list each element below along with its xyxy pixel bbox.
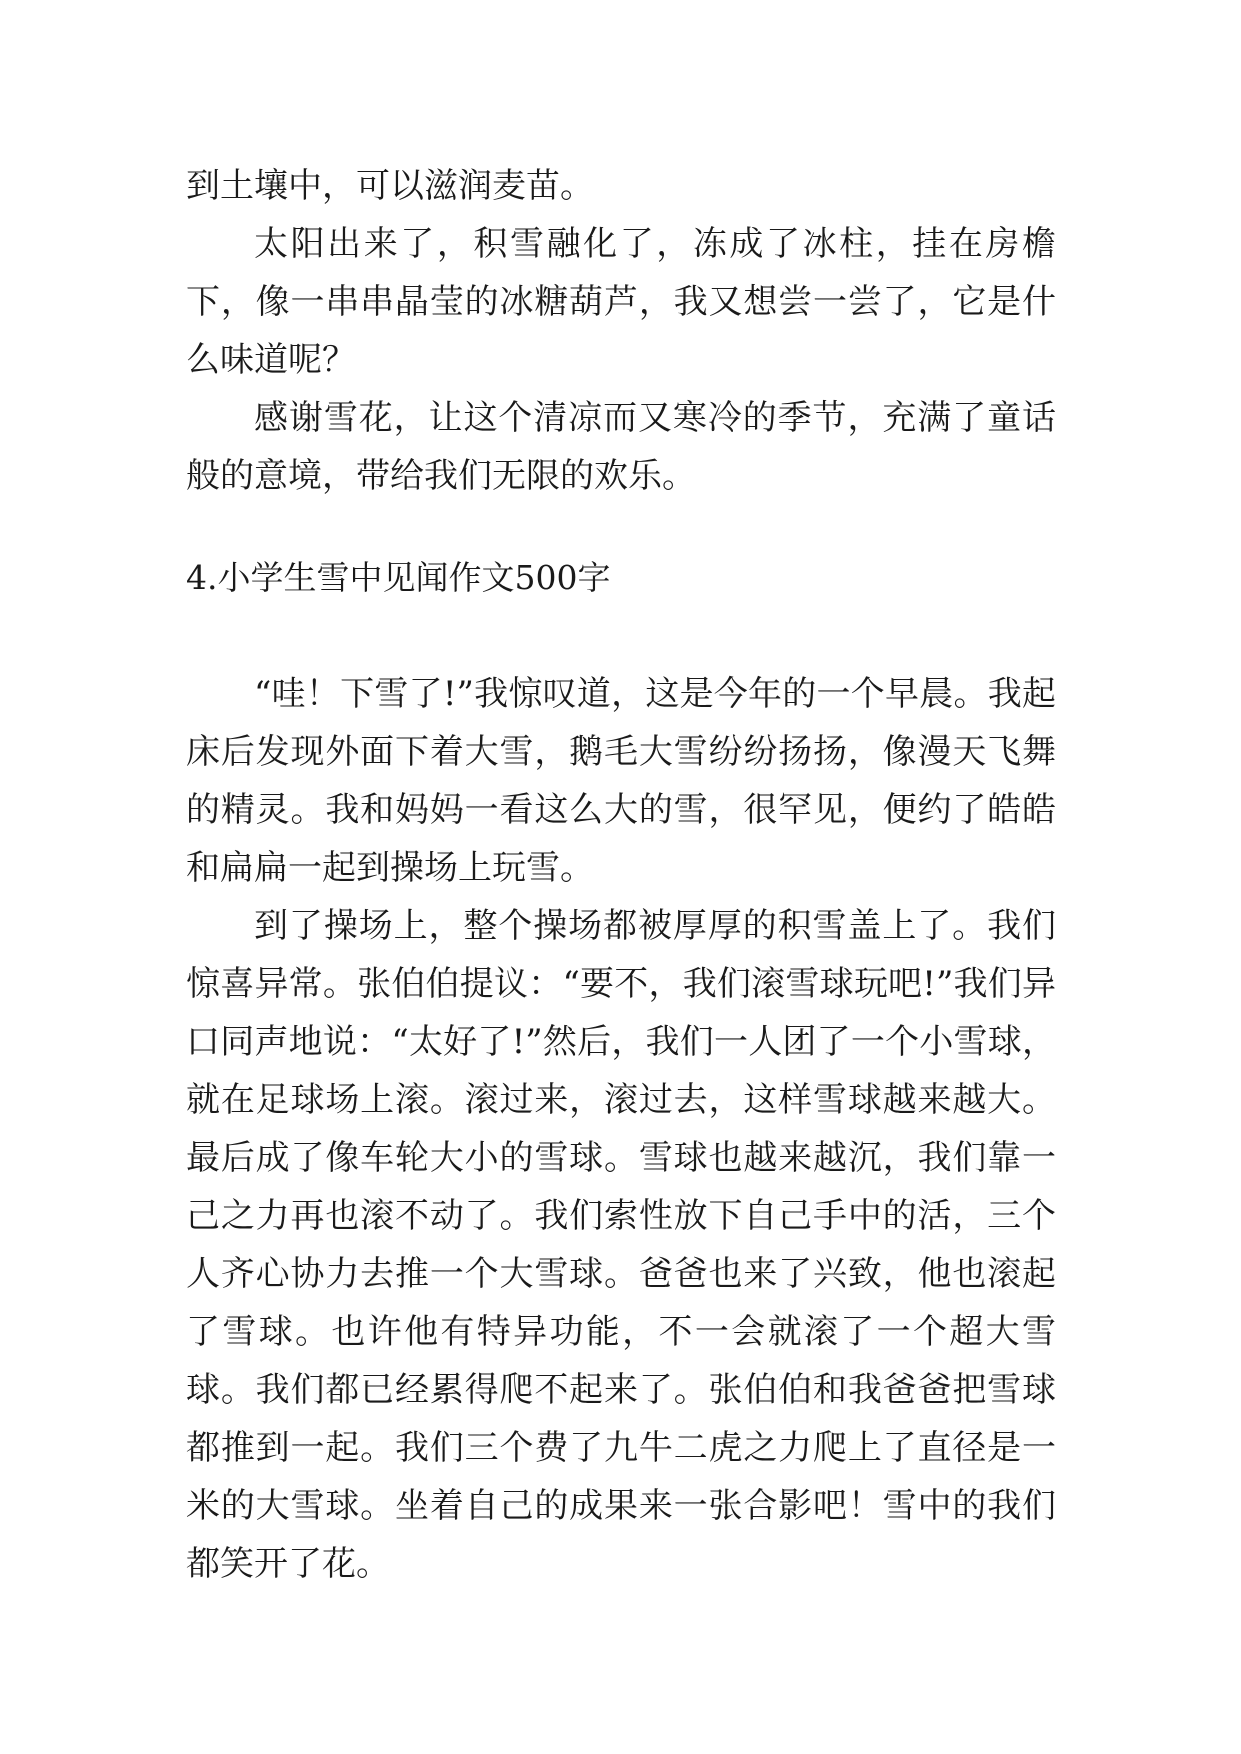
essay-content bbox=[186, 157, 1056, 1593]
paragraph-snowball: 到了操场上，整个操场都被厚厚的积雪盖上了。我们惊喜异常。张伯伯提议：“要不，我们滚雪球玩吧!”我们异口同声地说：“太好了!”然后，我们一人团了一个小雪球，就在足球场上滚。滚过来，滚过去，这样雪球越来越大。最后成了像车轮大小的雪球。雪球也越来越沉，我们靠一己之力再也滚不动了。我们索性放下自己手中的活，三个人齐心协力去推一个大雪球。爸爸也来了兴致，他也滚起了雪球。也许他有特异功能，不一会就滚了一个超大雪球。我们都已经累得爬不起来了。张伯伯和我爸爸把雪球都推到一起。我们三个费了九牛二虎之力爬上了直径是一米的大雪球。坐着自己的成果来一张合影吧！雪中的我们都笑开了花。 bbox=[186, 906, 1056, 1584]
paragraph-snowing: “哇！下雪了!”我惊叹道，这是今年的一个早晨。我起床后发现外面下着大雪，鹅毛大雪纷纷扬扬，像漫天飞舞的精灵。我和妈妈一看这么大的雪，很罕见，便约了皓皓和扁扁一起到操场上玩雪。 bbox=[186, 674, 1056, 888]
paragraph-continuation: 到土壤中，可以滋润麦苗。 bbox=[186, 166, 594, 206]
paragraph-icicles: 太阳出来了，积雪融化了，冻成了冰柱，挂在房檐下，像一串串晶莹的冰糖葫芦，我又想尝一尝了，它是什么味道呢？ bbox=[186, 224, 1056, 380]
section-heading: 4.小学生雪中见闻作文500字 bbox=[186, 558, 611, 597]
paragraph-thanks-snowflakes: 感谢雪花，让这个清凉而又寒冷的季节，充满了童话般的意境，带给我们无限的欢乐。 bbox=[186, 398, 1056, 496]
